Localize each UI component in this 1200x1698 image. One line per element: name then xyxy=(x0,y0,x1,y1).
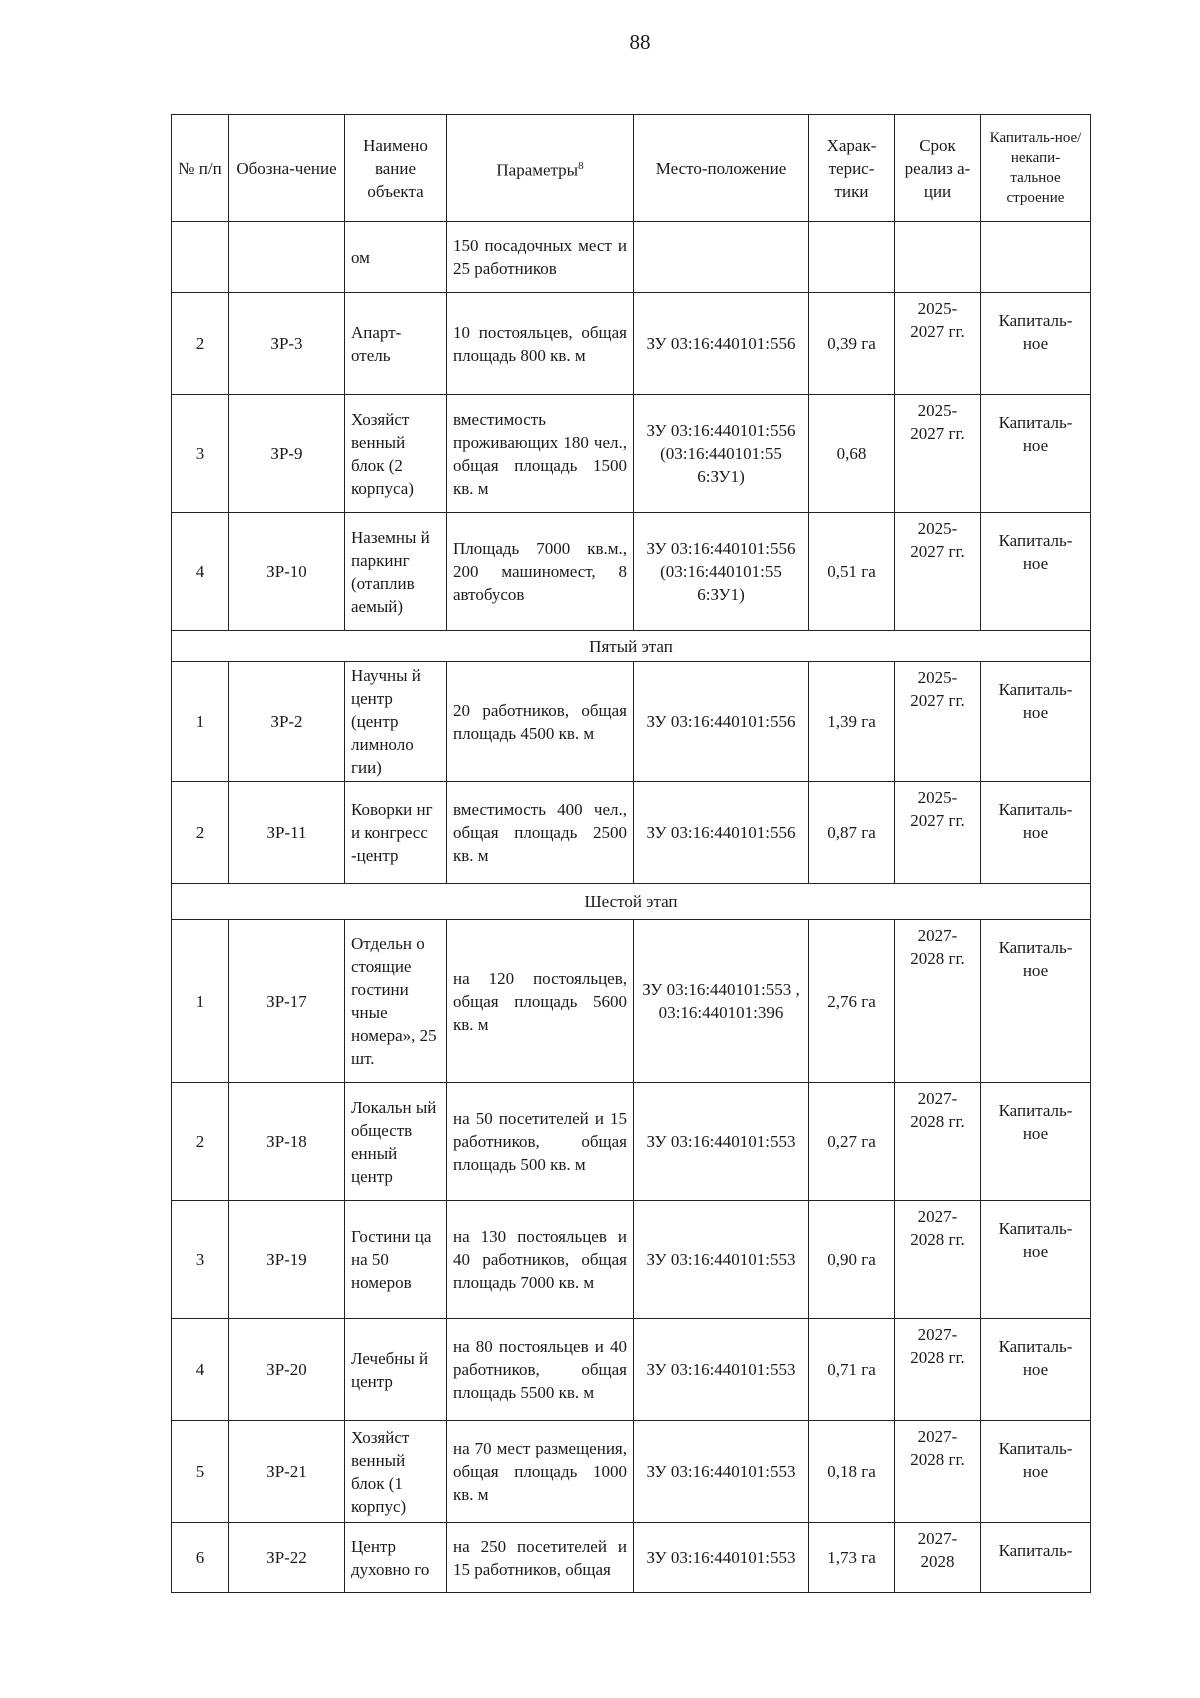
cell-params: на 130 постояльцев и 40 работников, общая площадь 7000 кв. м xyxy=(447,1201,634,1319)
header-name: Наимено вание объекта xyxy=(345,115,447,222)
table-row xyxy=(172,222,1091,293)
cell-name: ом xyxy=(345,222,447,293)
stage-row xyxy=(172,884,1091,920)
cell-type: Капиталь-ное xyxy=(981,1319,1091,1421)
cell-num: 2 xyxy=(172,293,229,395)
cell-designation: ЗР-2 xyxy=(229,662,345,782)
cell-type: Капиталь-ное xyxy=(981,1421,1091,1523)
cell-designation: ЗР-19 xyxy=(229,1201,345,1319)
cell-term: 2025-2027 гг. xyxy=(895,293,981,395)
table-row xyxy=(172,1421,1091,1523)
cell-name: Наземны й паркинг (отаплив аемый) xyxy=(345,513,447,631)
cell-characteristics: 0,51 га xyxy=(809,513,895,631)
cell-designation: ЗР-11 xyxy=(229,782,345,884)
cell-designation: ЗР-22 xyxy=(229,1523,345,1593)
cell-name: Хозяйст венный блок (2 корпуса) xyxy=(345,395,447,513)
cell-type: Капиталь-ное xyxy=(981,1201,1091,1319)
table-row xyxy=(172,513,1091,631)
cell-name: Хозяйст венный блок (1 корпус) xyxy=(345,1421,447,1523)
cell-location: ЗУ 03:16:440101:553 xyxy=(634,1523,809,1593)
cell-params: Площадь 7000 кв.м., 200 машиномест, 8 автобусов xyxy=(447,513,634,631)
cell-location: ЗУ 03:16:440101:556 xyxy=(634,293,809,395)
cell-characteristics: 0,39 га xyxy=(809,293,895,395)
cell-type: Капиталь-ное xyxy=(981,513,1091,631)
header-params xyxy=(447,115,634,222)
cell-num: 3 xyxy=(172,1201,229,1319)
cell-type: Капиталь-ное xyxy=(981,782,1091,884)
cell-name: Локальн ый обществ енный центр xyxy=(345,1083,447,1201)
cell-location: ЗУ 03:16:440101:553 xyxy=(634,1421,809,1523)
header-location: Место-положение xyxy=(634,115,809,222)
header-term: Срок реализ а-ции xyxy=(895,115,981,222)
cell-num: 2 xyxy=(172,782,229,884)
cell-location: ЗУ 03:16:440101:553 , 03:16:440101:396 xyxy=(634,920,809,1083)
cell-term: 2027-2028 гг. xyxy=(895,920,981,1083)
cell-characteristics: 0,90 га xyxy=(809,1201,895,1319)
cell-params: на 250 посетителей и 15 работников, общая xyxy=(447,1523,634,1593)
objects-table xyxy=(171,114,1091,1593)
header-characteristics: Харак-терис-тики xyxy=(809,115,895,222)
cell-location: ЗУ 03:16:440101:553 xyxy=(634,1201,809,1319)
cell-characteristics: 0,68 xyxy=(809,395,895,513)
cell-params: вместимость проживающих 180 чел., общая площадь 1500 кв. м xyxy=(447,395,634,513)
cell-params: 20 работников, общая площадь 4500 кв. м xyxy=(447,662,634,782)
cell-params: вместимость 400 чел., общая площадь 2500 кв. м xyxy=(447,782,634,884)
cell-num: 6 xyxy=(172,1523,229,1593)
table-row xyxy=(172,395,1091,513)
cell-params: 10 постояльцев, общая площадь 800 кв. м xyxy=(447,293,634,395)
cell-type: Капиталь-ное xyxy=(981,662,1091,782)
cell-name: Центр духовно го xyxy=(345,1523,447,1593)
table-row xyxy=(172,1201,1091,1319)
cell-type: Капиталь-ное xyxy=(981,293,1091,395)
cell-num: 2 xyxy=(172,1083,229,1201)
cell-term: 2025-2027 гг. xyxy=(895,395,981,513)
cell-name: Апарт-отель xyxy=(345,293,447,395)
cell-type: Капиталь-ное xyxy=(981,395,1091,513)
stage-row xyxy=(172,631,1091,662)
cell-type: Капиталь- xyxy=(981,1523,1091,1593)
cell-params: на 70 мест размещения, общая площадь 1000 кв. м xyxy=(447,1421,634,1523)
cell-params: на 80 постояльцев и 40 работников, общая площадь 5500 кв. м xyxy=(447,1319,634,1421)
cell-term: 2025-2027 гг. xyxy=(895,782,981,884)
table-row xyxy=(172,293,1091,395)
cell-location: ЗУ 03:16:440101:553 xyxy=(634,1319,809,1421)
table-row xyxy=(172,782,1091,884)
cell-term: 2025-2027 гг. xyxy=(895,513,981,631)
cell-designation: ЗР-3 xyxy=(229,293,345,395)
table-row xyxy=(172,1523,1091,1593)
cell-location: ЗУ 03:16:440101:553 xyxy=(634,1083,809,1201)
cell-term: 2027-2028 xyxy=(895,1523,981,1593)
cell-name: Отдельн о стоящие гостини чные номера», 25 шт. xyxy=(345,920,447,1083)
cell-params: на 50 посетителей и 15 работников, общая площадь 500 кв. м xyxy=(447,1083,634,1201)
cell-designation: ЗР-10 xyxy=(229,513,345,631)
cell-params: 150 посадочных мест и 25 работников xyxy=(447,222,634,293)
cell-type: Капиталь-ное xyxy=(981,1083,1091,1201)
header-capital: Капиталь-ное/ некапи-тальное строение xyxy=(981,115,1091,222)
cell-term: 2027-2028 гг. xyxy=(895,1319,981,1421)
cell-type: Капиталь-ное xyxy=(981,920,1091,1083)
cell-name: Лечебны й центр xyxy=(345,1319,447,1421)
cell-params: на 120 постояльцев, общая площадь 5600 кв. м xyxy=(447,920,634,1083)
table-row xyxy=(172,1083,1091,1201)
header-row xyxy=(172,115,1091,222)
cell-term: 2027-2028 гг. xyxy=(895,1421,981,1523)
header-designation: Обозна-чение xyxy=(229,115,345,222)
cell-characteristics: 2,76 га xyxy=(809,920,895,1083)
cell-characteristics: 0,87 га xyxy=(809,782,895,884)
stage-title: Шестой этап xyxy=(172,884,1091,920)
page-number: 88 xyxy=(629,30,651,54)
cell-num: 3 xyxy=(172,395,229,513)
cell-location: ЗУ 03:16:440101:556 xyxy=(634,782,809,884)
cell-num: 1 xyxy=(172,662,229,782)
cell-designation: ЗР-9 xyxy=(229,395,345,513)
cell-location: ЗУ 03:16:440101:556 xyxy=(634,662,809,782)
cell-term: 2025-2027 гг. xyxy=(895,662,981,782)
header-num: № п/п xyxy=(172,115,229,222)
cell-num: 4 xyxy=(172,1319,229,1421)
cell-name: Гостини ца на 50 номеров xyxy=(345,1201,447,1319)
cell-num: 5 xyxy=(172,1421,229,1523)
cell-location: ЗУ 03:16:440101:556 (03:16:440101:55 6:ЗУ1) xyxy=(634,513,809,631)
footnote-marker: 8 xyxy=(578,159,584,172)
cell-name: Научны й центр (центр лимноло гии) xyxy=(345,662,447,782)
cell-characteristics: 0,27 га xyxy=(809,1083,895,1201)
stage-title: Пятый этап xyxy=(172,631,1091,662)
cell-characteristics: 0,71 га xyxy=(809,1319,895,1421)
cell-num: 1 xyxy=(172,920,229,1083)
table-row xyxy=(172,662,1091,782)
cell-num: 4 xyxy=(172,513,229,631)
header-params-label: Параметры xyxy=(496,160,579,180)
cell-term: 2027-2028 гг. xyxy=(895,1083,981,1201)
cell-name: Коворки нг и конгресс -центр xyxy=(345,782,447,884)
cell-location: ЗУ 03:16:440101:556 (03:16:440101:55 6:ЗУ1) xyxy=(634,395,809,513)
cell-designation: ЗР-17 xyxy=(229,920,345,1083)
cell-term: 2027-2028 гг. xyxy=(895,1201,981,1319)
cell-characteristics: 1,39 га xyxy=(809,662,895,782)
cell-designation: ЗР-20 xyxy=(229,1319,345,1421)
cell-characteristics: 0,18 га xyxy=(809,1421,895,1523)
table-row xyxy=(172,1319,1091,1421)
cell-designation: ЗР-21 xyxy=(229,1421,345,1523)
table-row xyxy=(172,920,1091,1083)
cell-designation: ЗР-18 xyxy=(229,1083,345,1201)
cell-characteristics: 1,73 га xyxy=(809,1523,895,1593)
